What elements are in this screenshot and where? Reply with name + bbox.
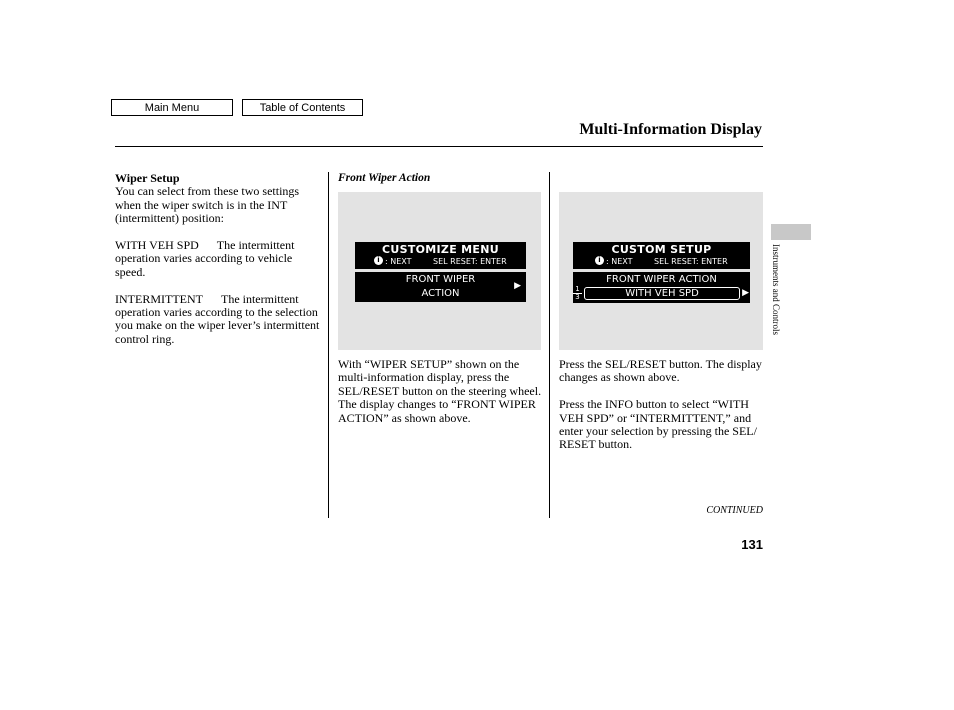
display-illustration-1 [338, 192, 541, 350]
right-arrow-icon: ▶ [514, 281, 521, 291]
caption-text: With “WIPER SETUP” shown on the multi-information display, press the SEL/RESET button on the steering wheel. The display changes to “FRONT WIPER ACTION” as shown above. [338, 357, 542, 425]
info-icon: i [374, 256, 383, 265]
lcd-content [573, 272, 750, 303]
side-section-label [771, 244, 783, 374]
lcd-header [355, 242, 526, 269]
main-menu-button[interactable]: Main Menu [111, 99, 233, 116]
intro-text: You can select from these two settings when the wiper switch is in the INT (intermittent) position: [115, 184, 300, 226]
lcd-line-1: FRONT WIPER ACTION [606, 274, 717, 285]
front-wiper-action-heading: Front Wiper Action [338, 172, 431, 184]
lcd-hint-enter: SEL RESET: ENTER [433, 257, 507, 266]
lcd-hint-next: : NEXT [385, 257, 412, 266]
info-icon: i [595, 256, 604, 265]
option-intermittent [115, 293, 320, 347]
side-label-text: Instruments and Controls [771, 244, 781, 335]
lcd-header [573, 242, 750, 269]
lcd-line-1: FRONT WIPER [405, 274, 476, 285]
column-divider [549, 172, 550, 518]
section-tab [771, 224, 811, 240]
display-illustration-2 [559, 192, 763, 350]
column-divider [328, 172, 329, 518]
lcd-hint-enter: SEL RESET: ENTER [654, 257, 728, 266]
page-title: Multi-Information Display [579, 121, 762, 138]
page-total: 3 [573, 293, 582, 301]
option-term: INTERMITTENT [115, 291, 203, 306]
page-number: 131 [741, 537, 763, 552]
lcd-hint-next: : NEXT [606, 257, 633, 266]
option-description: The intermittent operation varies according to the selection you make on the wiper lever’s intermittent control ring. [115, 291, 320, 346]
caption-paragraph-2: Press the INFO button to select “WITH VEH SPD” or “INTERMITTENT,” and enter your selection by pressing the SEL/ RESET button. [559, 397, 757, 452]
wiper-setup-section [115, 172, 320, 346]
right-arrow-icon: ▶ [742, 288, 749, 298]
caption-paragraph-1: Press the SEL/RESET button. The display changes as shown above. [559, 357, 762, 385]
middle-caption [338, 358, 543, 425]
lcd-line-2: ACTION [421, 288, 460, 299]
option-description: The intermittent operation varies according to vehicle speed. [115, 238, 295, 279]
page-indicator [573, 286, 582, 301]
page-current: 1 [575, 285, 580, 293]
option-term: WITH VEH SPD [115, 238, 199, 253]
table-of-contents-button[interactable]: Table of Contents [242, 99, 363, 116]
right-caption [559, 358, 764, 452]
option-with-veh-spd [115, 239, 320, 279]
continued-label: CONTINUED [706, 505, 763, 516]
header-divider [115, 146, 763, 147]
lcd-selected-option: WITH VEH SPD [584, 287, 740, 300]
section-heading: Wiper Setup [115, 171, 180, 185]
lcd-title: CUSTOM SETUP [611, 243, 712, 256]
lcd-content [355, 272, 526, 302]
lcd-title: CUSTOMIZE MENU [382, 243, 499, 256]
